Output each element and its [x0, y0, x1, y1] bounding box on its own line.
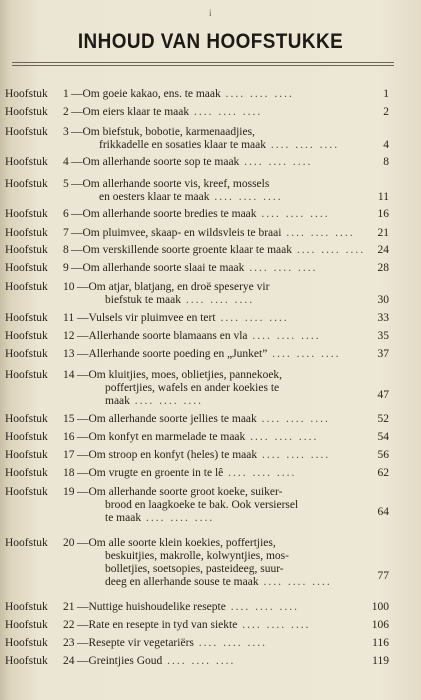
chapter-title-line	[77, 281, 367, 294]
page-number: 56	[377, 449, 389, 461]
chapter-number: 21	[63, 601, 75, 613]
chapter-title	[71, 156, 361, 169]
chapter-label	[5, 312, 48, 325]
chapter-label	[5, 449, 48, 462]
chapter-number: 7	[63, 227, 69, 239]
page-number: 28	[377, 262, 389, 274]
chapter-title-line	[77, 369, 367, 382]
chapter-title-line	[77, 550, 367, 563]
chapter-label	[5, 156, 48, 169]
page-number: 47	[377, 389, 389, 401]
chapter-label	[5, 227, 48, 240]
chapter-word: Hoofstuk	[5, 88, 48, 100]
chapter-number: 5	[63, 178, 69, 190]
leader-dots: .... .... ....	[258, 576, 332, 588]
chapter-title	[71, 126, 361, 152]
chapter-title	[77, 467, 367, 480]
leader-dots: .... .... ....	[256, 208, 330, 220]
chapter-word: Hoofstuk	[5, 227, 48, 239]
chapter-title-text: bolletjies, soetsopies, pasteideeg, suur-	[105, 563, 284, 575]
chapter-title-line	[71, 126, 361, 139]
chapter-label	[5, 619, 48, 632]
leader-dots: .... .... ....	[239, 156, 313, 168]
page-number: 4	[383, 139, 389, 151]
page-number: 8	[383, 156, 389, 168]
page-number: 1	[383, 88, 389, 100]
chapter-title-line	[71, 88, 361, 101]
title-rule-top	[12, 62, 394, 63]
chapter-number: 18	[63, 467, 75, 479]
chapter-title-line	[77, 395, 367, 408]
chapter-label	[5, 281, 48, 294]
chapter-word: Hoofstuk	[5, 449, 48, 461]
page-number: 106	[371, 619, 389, 631]
chapter-title-text: —Om allerhande soorte groot koeke, suiker-	[77, 486, 283, 498]
chapter-label	[5, 369, 48, 382]
chapter-title	[77, 486, 367, 525]
chapter-title	[71, 178, 361, 204]
chapter-title-text: —Om allerhande soorte sop te maak	[71, 156, 240, 168]
chapter-title-line	[71, 227, 361, 240]
chapter-word: Hoofstuk	[5, 208, 48, 220]
chapter-label	[5, 126, 48, 139]
chapter-title-text: —Om stroop en konfyt (heles) te maak	[77, 449, 258, 461]
chapter-number: 1	[63, 88, 69, 100]
chapter-number: 9	[63, 262, 69, 274]
chapter-title-text: —Om konfyt en marmelade te maak	[77, 431, 246, 443]
chapter-title	[77, 413, 367, 426]
chapter-word: Hoofstuk	[5, 655, 48, 667]
chapter-number: 11	[63, 312, 75, 324]
chapter-number: 3	[63, 126, 69, 138]
chapter-title	[77, 655, 367, 668]
leader-dots: .... .... ....	[181, 294, 255, 306]
page-number: 64	[377, 506, 389, 518]
chapter-title	[71, 227, 361, 240]
chapter-word: Hoofstuk	[5, 244, 48, 256]
chapter-number: 24	[63, 655, 75, 667]
chapter-title-text: —Om kluitjies, moes, oblietjies, pannekoek,	[77, 369, 283, 381]
chapter-title	[77, 369, 367, 408]
leader-dots: .... .... ....	[256, 413, 330, 425]
page-number: 2	[383, 106, 389, 118]
chapter-word: Hoofstuk	[5, 486, 48, 498]
chapter-title-line	[77, 486, 367, 499]
chapter-word: Hoofstuk	[5, 330, 48, 342]
page-number: 52	[377, 413, 389, 425]
chapter-title-line	[77, 601, 367, 614]
leader-dots: .... .... ....	[237, 619, 311, 631]
chapter-number: 15	[63, 413, 75, 425]
chapter-title-text: —Om pluimvee, skaap- en wildsvleis te braai	[71, 227, 282, 239]
chapter-title-text: —Vulsels vir pluimvee en tert	[77, 312, 216, 324]
chapter-number: 8	[63, 244, 69, 256]
chapter-title-text: —Om allerhande soorte jellies te maak	[77, 413, 257, 425]
chapter-title-line	[77, 330, 367, 343]
chapter-title-text: —Om allerhande soorte vis, kreef, mossels	[71, 178, 270, 190]
page-number: 119	[372, 655, 389, 667]
chapter-title-text: —Om eiers klaar te maak	[71, 106, 190, 118]
chapter-number: 2	[63, 106, 69, 118]
chapter-title-line	[71, 244, 366, 257]
leader-dots: .... .... ....	[244, 262, 318, 274]
chapter-label	[5, 208, 48, 221]
chapter-word: Hoofstuk	[5, 348, 48, 360]
chapter-title-line	[77, 294, 367, 307]
chapter-title	[77, 330, 367, 343]
page-title: INHOUD VAN HOOFSTUKKE	[77, 30, 344, 53]
chapter-title	[77, 449, 367, 462]
page-number: 77	[377, 570, 389, 582]
chapter-title-text: —Om allerhande soorte bredies te maak	[71, 208, 257, 220]
chapter-title-text: —Allerhande soorte blamaans en vla	[77, 330, 248, 342]
chapter-title	[77, 281, 367, 307]
chapter-label	[5, 330, 48, 343]
chapter-word: Hoofstuk	[5, 156, 48, 168]
chapter-label	[5, 601, 48, 614]
leader-dots: .... .... ....	[223, 467, 297, 479]
chapter-title	[71, 88, 361, 101]
chapter-title-line	[77, 382, 367, 395]
chapter-title-line	[71, 262, 361, 275]
page-number: 37	[377, 348, 389, 360]
chapter-title-line	[77, 576, 367, 589]
chapter-title-line	[77, 413, 367, 426]
leader-dots: .... .... ....	[245, 431, 319, 443]
leader-dots: .... .... ....	[220, 88, 294, 100]
chapter-title-line	[71, 106, 361, 119]
chapter-label	[5, 486, 48, 499]
leader-dots: .... .... ....	[267, 348, 341, 360]
leader-dots: .... .... ....	[281, 227, 355, 239]
chapter-word: Hoofstuk	[5, 619, 48, 631]
chapter-word: Hoofstuk	[5, 312, 48, 324]
chapter-title-line	[71, 178, 361, 191]
chapter-number: 6	[63, 208, 69, 220]
chapter-word: Hoofstuk	[5, 369, 48, 381]
chapter-title-text: frikkadelle en sosaties klaar te maak	[99, 139, 266, 151]
leader-dots: .... .... ....	[266, 139, 340, 151]
title-rule-bottom	[12, 65, 394, 66]
chapter-title	[77, 348, 367, 361]
chapter-title-text: —Om vrugte en groente in te lê	[77, 467, 224, 479]
chapter-title-line	[77, 563, 367, 576]
chapter-title-line	[77, 637, 367, 650]
chapter-label	[5, 262, 48, 275]
chapter-number: 14	[63, 369, 75, 381]
chapter-number: 10	[63, 281, 75, 293]
leader-dots: .... .... ....	[189, 106, 263, 118]
chapter-title	[77, 537, 367, 589]
chapter-title-text: en oesters klaar te maak	[99, 191, 210, 203]
chapter-title-line	[71, 208, 361, 221]
chapter-title-text: —Om verskillende soorte groente klaar te maak	[71, 244, 292, 256]
chapter-number: 17	[63, 449, 75, 461]
page-number: 11	[377, 191, 389, 203]
chapter-label	[5, 88, 48, 101]
chapter-title-line	[71, 156, 361, 169]
chapter-number: 23	[63, 637, 75, 649]
chapter-title-text: brood en laagkoeke te bak. Ook versiersel	[105, 499, 299, 511]
chapter-title-line	[77, 348, 367, 361]
leader-dots: .... .... ....	[257, 449, 331, 461]
chapter-word: Hoofstuk	[5, 126, 48, 138]
chapter-title-text: te maak	[105, 512, 142, 524]
chapter-word: Hoofstuk	[5, 178, 48, 190]
chapter-title	[71, 244, 366, 257]
page-number: 35	[377, 330, 389, 342]
leader-dots: .... .... ....	[225, 601, 299, 613]
chapter-word: Hoofstuk	[5, 413, 48, 425]
chapter-title-text: —Om allerhande soorte slaai te maak	[71, 262, 245, 274]
chapter-title-text: —Rate en resepte in tyd van siekte	[77, 619, 238, 631]
chapter-title-line	[77, 619, 367, 632]
chapter-title-text: beskuitjies, makrolle, kolwyntjies, mos-	[105, 550, 289, 562]
leader-dots: .... .... ....	[247, 330, 321, 342]
chapter-title	[71, 262, 361, 275]
chapter-label	[5, 537, 48, 550]
chapter-label	[5, 637, 48, 650]
chapter-title-text: —Nuttige huishoudelike resepte	[77, 601, 226, 613]
chapter-title-text: —Resepte vir vegetariërs	[77, 637, 194, 649]
leader-dots: .... .... ....	[291, 244, 366, 256]
chapter-number: 19	[63, 486, 75, 498]
chapter-label	[5, 413, 48, 426]
chapter-title-line	[77, 431, 367, 444]
chapter-title-line	[71, 191, 361, 204]
chapter-title-line	[77, 537, 367, 550]
chapter-title-line	[77, 449, 367, 462]
chapter-title	[77, 637, 367, 650]
page-mark: i	[209, 8, 212, 18]
chapter-title-text: maak	[105, 395, 130, 407]
chapter-title-line	[77, 312, 367, 325]
page-number: 16	[377, 208, 389, 220]
chapter-label	[5, 244, 48, 257]
leader-dots: .... .... ....	[193, 637, 267, 649]
page-number: 116	[372, 637, 389, 649]
chapter-title	[71, 208, 361, 221]
chapter-number: 13	[63, 348, 75, 360]
chapter-word: Hoofstuk	[5, 431, 48, 443]
chapter-word: Hoofstuk	[5, 281, 48, 293]
chapter-title-line	[77, 499, 367, 512]
chapter-title	[77, 312, 367, 325]
chapter-number: 4	[63, 156, 69, 168]
chapter-title-line	[77, 467, 367, 480]
chapter-title-text: —Om atjar, blatjang, en droë speserye vir	[77, 281, 270, 293]
leader-dots: .... .... ....	[129, 395, 204, 407]
chapter-title-text: —Om goeie kakao, ens. te maak	[71, 88, 221, 100]
page-number: 33	[377, 312, 389, 324]
page-number: 30	[377, 294, 389, 306]
chapter-label	[5, 467, 48, 480]
chapter-word: Hoofstuk	[5, 467, 48, 479]
chapter-word: Hoofstuk	[5, 262, 48, 274]
chapter-label	[5, 106, 48, 119]
chapter-title-line	[71, 139, 361, 152]
page-number: 24	[377, 244, 389, 256]
chapter-title	[71, 106, 361, 119]
chapter-title-text: deeg en allerhande souse te maak	[105, 576, 259, 588]
chapter-number: 16	[63, 431, 75, 443]
chapter-title-line	[77, 512, 367, 525]
chapter-title-line	[77, 655, 367, 668]
chapter-title-text: poffertjies, wafels en ander koekies te	[105, 382, 280, 394]
chapter-number: 12	[63, 330, 75, 342]
chapter-number: 20	[63, 537, 75, 549]
chapter-number: 22	[63, 619, 75, 631]
chapter-title-text: —Greintjies Goud	[77, 655, 163, 667]
chapter-title-text: biefstuk te maak	[105, 294, 182, 306]
chapter-label	[5, 431, 48, 444]
chapter-title-text: —Om alle soorte klein koekies, poffertjies,	[77, 537, 276, 549]
chapter-title-text: —Om biefstuk, bobotie, karmenaadjies,	[71, 126, 255, 138]
leader-dots: .... .... ....	[162, 655, 236, 667]
chapter-title	[77, 431, 367, 444]
page-number: 62	[377, 467, 389, 479]
page-number: 54	[377, 431, 389, 443]
chapter-title	[77, 601, 367, 614]
chapter-word: Hoofstuk	[5, 537, 48, 549]
page-number: 21	[377, 227, 389, 239]
leader-dots: .... .... ....	[215, 312, 289, 324]
chapter-word: Hoofstuk	[5, 106, 48, 118]
chapter-word: Hoofstuk	[5, 601, 48, 613]
chapter-title	[77, 619, 367, 632]
page-number: 100	[371, 601, 389, 613]
leader-dots: .... .... ....	[209, 191, 283, 203]
leader-dots: .... .... ....	[141, 512, 215, 524]
chapter-word: Hoofstuk	[5, 637, 48, 649]
chapter-label	[5, 655, 48, 668]
chapter-label	[5, 178, 48, 191]
chapter-title-text: —Allerhande soorte poeding en „Junket”	[77, 348, 268, 360]
chapter-label	[5, 348, 48, 361]
